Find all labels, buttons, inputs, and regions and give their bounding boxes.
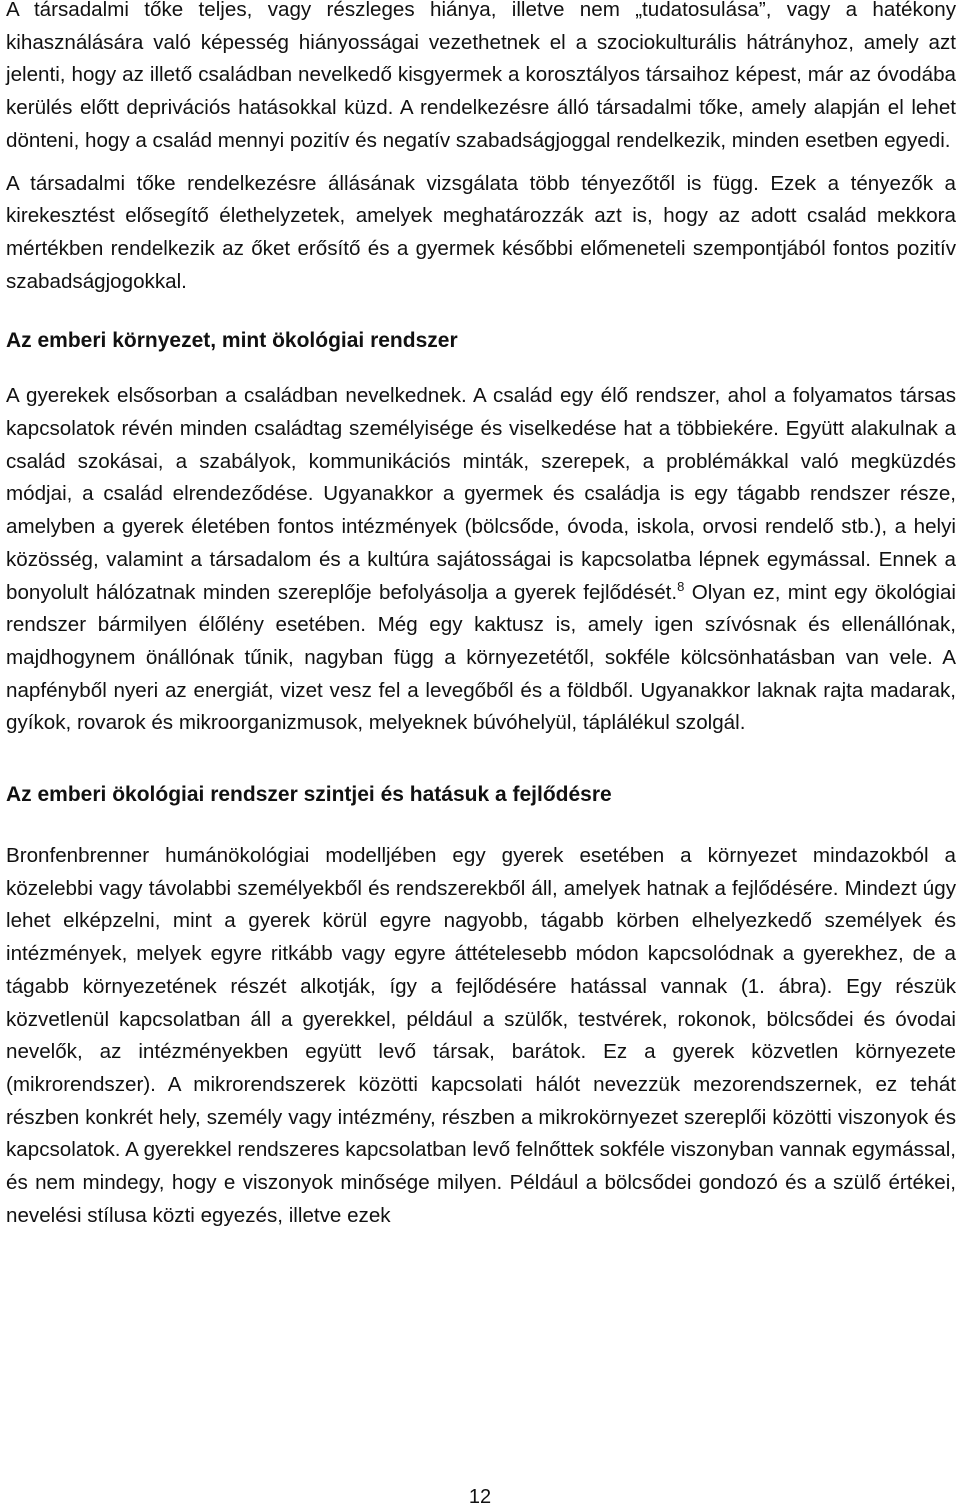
paragraph-family-text: A gyerekek elsősorban a családban nevelkednek. A család egy élő rendszer, ahol a folyamatos társas kapcsolatok révén minden családtag személyisége és viselkedése hat a többiekére. Együtt alakulnak a család szokásai, a szabályok, kommunikációs minták, szerepek, a problémákkal való megküzdés módjai, a család elrendeződése. Ugyanakkor a gyermek és családja is egy tágabb rendszer része, amelyben a gyerek életében fontos intézmények (bölcsőde, óvoda, iskola, orvosi rendelő stb.), a helyi közösség, valamint a társadalom és a kultúra sajátosságai is kapcsolatba lépnek egymással. Ennek a bonyolult hálózatnak minden szereplője befolyásolja a gyerek fejlődését. [6, 384, 956, 604]
section-heading-ecological-system: Az emberi környezet, mint ökológiai rendszer [6, 329, 458, 353]
paragraph-social-capital: A társadalmi tőke teljes, vagy részleges hiánya, illetve nem „tudatosulása”, vagy a hatékony kihasználására való képesség hiányosságai vezethetnek el a szociokulturális hátrányhoz, amely azt jelenti, hogy az illető családban nevelkedő kisgyermek a korosztályos társaihoz képest, már az óvodába kerülés előtt deprivációs hatásokkal küzd. A rendelkezésre álló társadalmi tőke, amely alapján el lehet dönteni, hogy a család mennyi pozitív és negatív szabadságjoggal rendelkezik, minden esetben egyedi. [6, 0, 956, 152]
paragraph-bronfenbrenner: Bronfenbrenner humánökológiai modelljében egy gyerek esetében a környezet mindazokból a közelebbi vagy távolabbi személyekből és rendszerekből áll, amelyek hatnak a fejlődésére. Mindezt úgy lehet elképzelni, mint a gyerek körül egyre nagyobb, tágabb körben elhelyezkedő személyek és intézmények, melyek egyre ritkább vagy egyre áttételesebb módon kapcsolódnak a gyerekhez, de a tágabb környezetének részét alkotják, így a fejlődésére hatással vannak (1. ábra). Egy részük közvetlenül kapcsolatban áll a gyerekkel, például a szülők, testvérek, rokonok, bölcsődei és óvodai nevelők, az intézményekben együtt levő társak, barátok. Ez a gyerek közvetlen környezete (mikrorendszer). A mikrorendszerek közötti kapcsolati hálót nevezzük mezorendszernek, ez tehát részben konkrét hely, személy vagy intézmény, részben a mikrokörnyezet szereplői közötti viszonyok és kapcsolatok. A gyerekkel rendszeres kapcsolatban levő felnőttek sokféle viszonyban vannak egymással, és nem mindegy, hogy e viszonyok minősége milyen. Például a bölcsődei gondozó és a szülő értékei, nevelési stílusa közti egyezés, illetve ezek [6, 844, 956, 1227]
paragraph-family-text-continued: Olyan ez, mint egy ökológiai rendszer bármilyen élőlény esetében. Még egy kaktusz is, amely igen szívósnak és ellenállónak, majdhogynem önállónak tűnik, nagyban függ a környezetétől, sokféle kölcsönhatásban van vele. A napfényből nyeri az energiát, vizet vesz fel a levegőből és a földből. Ugyanakkor laknak rajta madarak, gyíkok, rovarok és mikroorganizmusok, melyeknek búvóhelyül, táplálékul szolgál. [6, 580, 956, 735]
section-heading-levels: Az emberi ökológiai rendszer szintjei és hatásuk a fejlődésre [6, 783, 612, 807]
document-page [6, 0, 956, 1233]
footnote-reference[interactable]: 8 [677, 578, 685, 594]
paragraph-family-system [6, 380, 956, 740]
paragraph-factors: A társadalmi tőke rendelkezésre állásának vizsgálata több tényezőtől is függ. Ezek a tényezők a kirekesztést elősegítő élethelyzetek, amelyek meghatározzák azt is, hogy az adott család mekkora mértékben rendelkezik az őket erősítő és a gyermek későbbi előmeneteli szempontjából fontos pozitív szabadságjogokkal. [6, 171, 956, 293]
page-number: 12 [468, 1486, 492, 1508]
